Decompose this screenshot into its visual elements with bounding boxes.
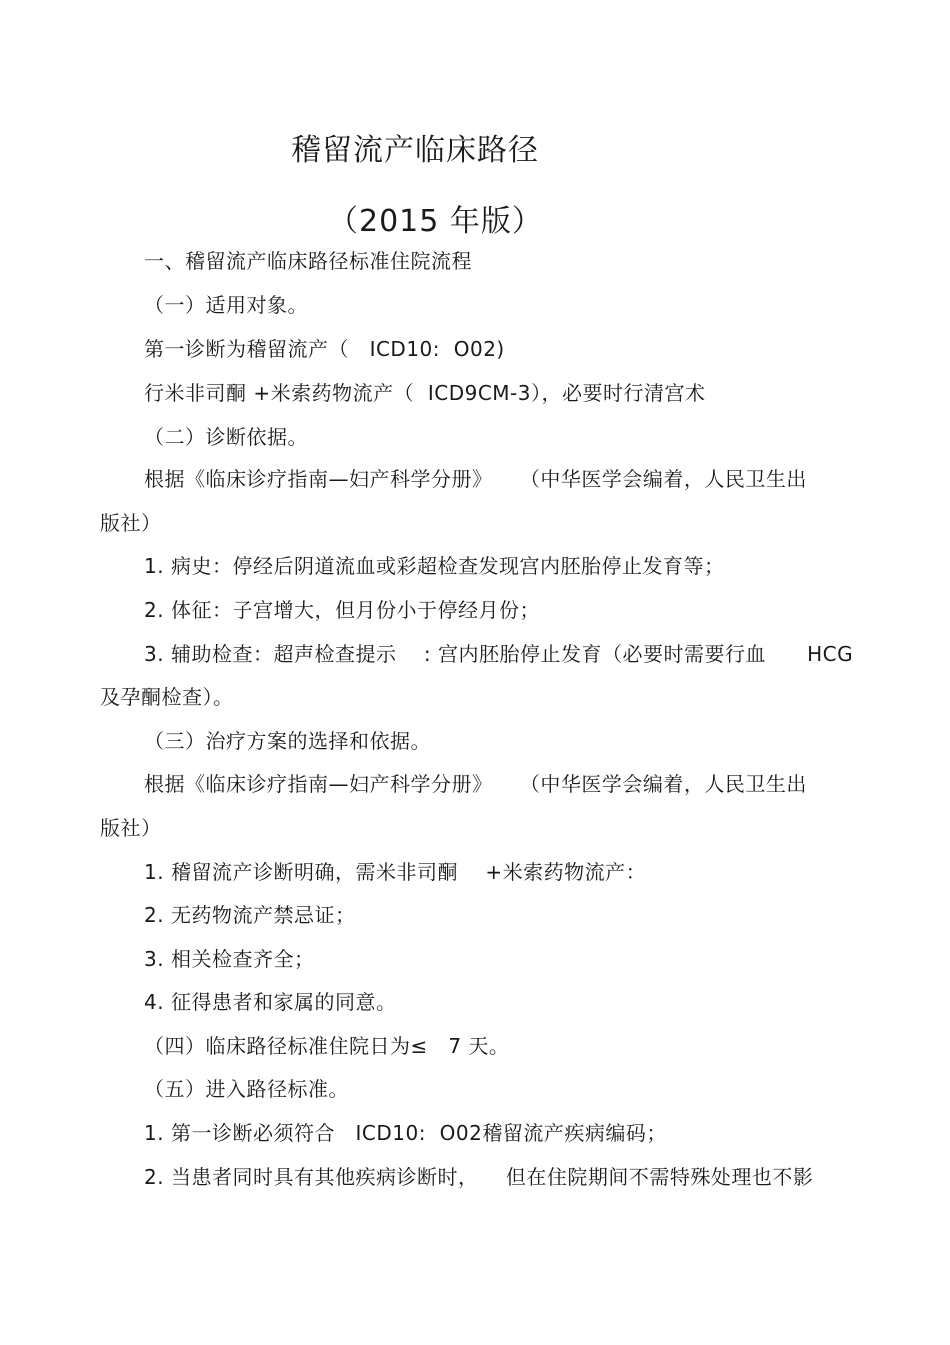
list-item: 3. 相关检查齐全；	[144, 947, 315, 971]
paragraph-line: 版社）	[100, 816, 162, 840]
paragraph-line: 根据《临床诊疗指南—妇产科学分册》 （中华医学会编着，人民卫生出	[144, 467, 807, 491]
list-item: 1. 稽留流产诊断明确，需米非司酮 +米索药物流产：	[144, 860, 647, 884]
subsection-heading-1: （一）适用对象。	[144, 293, 308, 317]
list-item: 4. 征得患者和家属的同意。	[144, 990, 397, 1014]
list-item: 2. 无药物流产禁忌证；	[144, 903, 356, 927]
list-item: 3. 辅助检查：超声检查提示 : 宫内胚胎停止发育（必要时需要行血 HCG	[144, 642, 854, 666]
list-item: 2. 当患者同时具有其他疾病诊断时， 但在住院期间不需特殊处理也不影	[144, 1165, 814, 1189]
paragraph-line: 根据《临床诊疗指南—妇产科学分册》 （中华医学会编着，人民卫生出	[144, 772, 807, 796]
list-item: 1. 第一诊断必须符合 ICD10: O02稽留流产疾病编码；	[144, 1121, 667, 1145]
list-item: 2. 体征：子宫增大，但月份小于停经月份；	[144, 598, 540, 622]
subsection-heading-2: （二）诊断依据。	[144, 425, 308, 449]
page-subtitle: （2015 年版）	[328, 204, 543, 239]
paragraph-line: 第一诊断为稽留流产（ ICD10: O02)	[144, 337, 505, 361]
subsection-heading-3: （三）治疗方案的选择和依据。	[144, 729, 431, 753]
section-heading-1: 一、稽留流产临床路径标准住院流程	[144, 249, 472, 273]
page-title: 稽留流产临床路径	[291, 133, 539, 168]
paragraph-line: 行米非司酮 +米索药物流产（ ICD9CM-3），必要时行清宫术	[144, 381, 706, 405]
list-item: 1. 病史：停经后阴道流血或彩超检查发现宫内胚胎停止发育等；	[144, 554, 725, 578]
subsection-heading-4: （四）临床路径标准住院日为≤ 7 天。	[144, 1034, 510, 1058]
subsection-heading-5: （五）进入路径标准。	[144, 1077, 349, 1101]
paragraph-line: 及孕酮检查）。	[100, 685, 234, 709]
paragraph-line: 版社）	[100, 511, 162, 535]
